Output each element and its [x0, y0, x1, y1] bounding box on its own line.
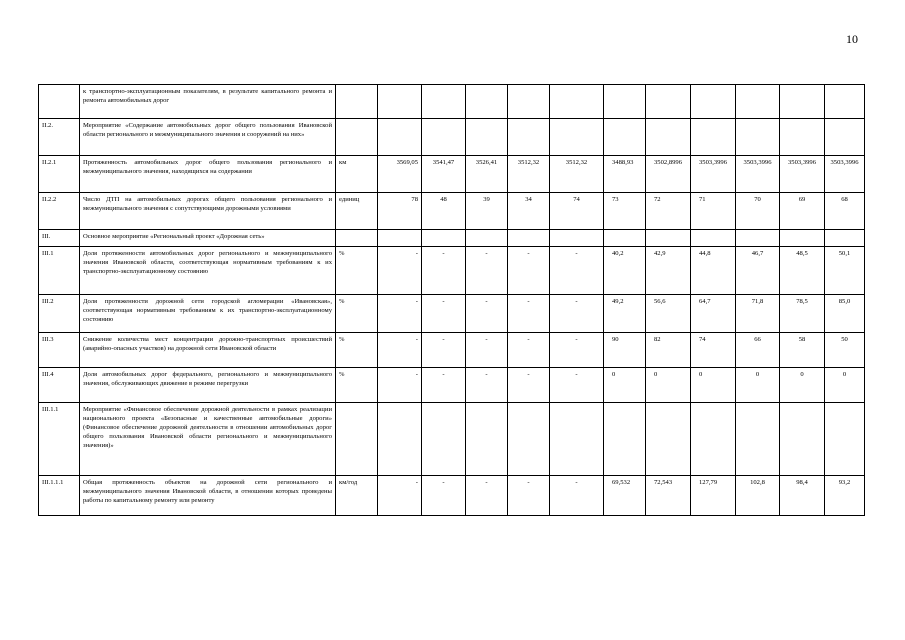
- value-cell: 72: [646, 193, 691, 230]
- value-cell: 0: [691, 368, 736, 403]
- value-cell: 44,8: [691, 247, 736, 295]
- value-cell: [825, 85, 865, 119]
- row-number: III.4: [39, 368, 80, 403]
- value-cell: 40,2: [604, 247, 646, 295]
- value-cell: [736, 85, 780, 119]
- row-description: Мероприятие «Содержание автомобильных дорог общего пользования Ивановской области регионального и межмуниципального значения и сооружений на них»: [80, 119, 336, 156]
- row-description: Общая протяженность объектов на дорожной сети регионального и межмуниципального значения Ивановской области, в отношении которых проведены работы по капитальному ремонту или ремонту: [80, 476, 336, 516]
- value-cell: 71,8: [736, 295, 780, 333]
- value-cell: 50,1: [825, 247, 865, 295]
- value-cell: [691, 85, 736, 119]
- value-cell: 93,2: [825, 476, 865, 516]
- table-row: [39, 333, 865, 368]
- value-cell: 66: [736, 333, 780, 368]
- value-cell: 56,6: [646, 295, 691, 333]
- value-cell: -: [378, 368, 422, 403]
- value-cell: -: [378, 333, 422, 368]
- value-cell: 70: [736, 193, 780, 230]
- value-cell: 3512,32: [550, 156, 604, 193]
- value-cell: -: [466, 476, 508, 516]
- value-cell: 0: [825, 368, 865, 403]
- value-cell: [780, 230, 825, 247]
- row-unit: км: [336, 156, 378, 193]
- row-unit: %: [336, 368, 378, 403]
- value-cell: [691, 403, 736, 476]
- value-cell: 0: [780, 368, 825, 403]
- value-cell: 39: [466, 193, 508, 230]
- value-cell: 3503,3996: [780, 156, 825, 193]
- value-cell: 78,5: [780, 295, 825, 333]
- value-cell: 71: [691, 193, 736, 230]
- row-unit: [336, 85, 378, 119]
- value-cell: -: [422, 368, 466, 403]
- value-cell: 0: [646, 368, 691, 403]
- value-cell: [508, 85, 550, 119]
- value-cell: 34: [508, 193, 550, 230]
- value-cell: [780, 119, 825, 156]
- value-cell: -: [466, 247, 508, 295]
- value-cell: [604, 85, 646, 119]
- row-number: III.1.1.1: [39, 476, 80, 516]
- value-cell: [508, 230, 550, 247]
- value-cell: [422, 85, 466, 119]
- value-cell: 48: [422, 193, 466, 230]
- indicators-table: [38, 84, 865, 516]
- value-cell: [736, 119, 780, 156]
- row-number: III.3: [39, 333, 80, 368]
- row-number: III.1: [39, 247, 80, 295]
- value-cell: 78: [378, 193, 422, 230]
- row-number: II.2.1: [39, 156, 80, 193]
- value-cell: -: [550, 333, 604, 368]
- row-unit: км/год: [336, 476, 378, 516]
- value-cell: [508, 119, 550, 156]
- value-cell: -: [466, 333, 508, 368]
- value-cell: [646, 230, 691, 247]
- value-cell: [422, 403, 466, 476]
- value-cell: [736, 403, 780, 476]
- value-cell: [825, 403, 865, 476]
- value-cell: 0: [736, 368, 780, 403]
- value-cell: [466, 119, 508, 156]
- value-cell: 82: [646, 333, 691, 368]
- value-cell: -: [550, 247, 604, 295]
- table-row: [39, 368, 865, 403]
- table-row: [39, 156, 865, 193]
- value-cell: -: [422, 476, 466, 516]
- value-cell: [604, 230, 646, 247]
- value-cell: [378, 230, 422, 247]
- value-cell: -: [508, 476, 550, 516]
- value-cell: 3526,41: [466, 156, 508, 193]
- row-number: II.2.2: [39, 193, 80, 230]
- value-cell: [550, 403, 604, 476]
- value-cell: -: [422, 247, 466, 295]
- value-cell: [422, 230, 466, 247]
- value-cell: -: [550, 368, 604, 403]
- value-cell: [550, 85, 604, 119]
- value-cell: -: [378, 476, 422, 516]
- table-row: [39, 193, 865, 230]
- value-cell: [691, 230, 736, 247]
- table-row: [39, 85, 865, 119]
- value-cell: [736, 230, 780, 247]
- row-description: Мероприятие «Финансовое обеспечение дорожной деятельности в рамках реализации национального проекта «Безопасные и качественные автомобильные дороги» (Финансовое обеспечение дорожной деятельности в отношении автомобильных дорог общего пользования Ивановской области регионального и межмуниципального значения)»: [80, 403, 336, 476]
- row-unit: [336, 403, 378, 476]
- row-description: Основное мероприятие «Региональный проект «Дорожная сеть»: [80, 230, 336, 247]
- value-cell: [780, 403, 825, 476]
- value-cell: [780, 85, 825, 119]
- row-description: Доля автомобильных дорог федерального, регионального и межмуниципального значения, обслуживающих движение в режиме перегрузки: [80, 368, 336, 403]
- table-row: [39, 247, 865, 295]
- row-description: Снижение количества мест концентрации дорожно-транспортных происшествий (аварийно-опасных участков) на дорожной сети Ивановской области: [80, 333, 336, 368]
- row-unit: [336, 230, 378, 247]
- value-cell: 58: [780, 333, 825, 368]
- value-cell: [604, 119, 646, 156]
- value-cell: -: [378, 247, 422, 295]
- value-cell: 3503,3996: [825, 156, 865, 193]
- value-cell: 64,7: [691, 295, 736, 333]
- value-cell: 98,4: [780, 476, 825, 516]
- value-cell: 90: [604, 333, 646, 368]
- value-cell: 3488,93: [604, 156, 646, 193]
- row-number: III.2: [39, 295, 80, 333]
- value-cell: 3502,8996: [646, 156, 691, 193]
- value-cell: 3512,32: [508, 156, 550, 193]
- value-cell: [422, 119, 466, 156]
- row-number: II.2.: [39, 119, 80, 156]
- value-cell: -: [550, 295, 604, 333]
- value-cell: 72,543: [646, 476, 691, 516]
- row-number: [39, 85, 80, 119]
- row-description: к транспортно-эксплуатационным показателям, в результате капитального ремонта и ремонта автомобильных дорог: [80, 85, 336, 119]
- value-cell: -: [508, 295, 550, 333]
- value-cell: [825, 119, 865, 156]
- value-cell: -: [508, 333, 550, 368]
- value-cell: -: [466, 368, 508, 403]
- value-cell: [646, 403, 691, 476]
- value-cell: -: [422, 333, 466, 368]
- value-cell: [550, 230, 604, 247]
- value-cell: -: [378, 295, 422, 333]
- row-unit: единиц: [336, 193, 378, 230]
- row-number: III.1.1: [39, 403, 80, 476]
- value-cell: -: [550, 476, 604, 516]
- value-cell: 50: [825, 333, 865, 368]
- row-description: Доля протяженности автомобильных дорог регионального и межмуниципального значения Ивановской области, соответствующая нормативным требованиям к их транспортно-эксплуатационному состоянию: [80, 247, 336, 295]
- value-cell: 69: [780, 193, 825, 230]
- row-description: Протяженность автомобильных дорог общего пользования регионального и межмуниципального значения, находящихся на содержании: [80, 156, 336, 193]
- value-cell: 0: [604, 368, 646, 403]
- value-cell: [466, 403, 508, 476]
- table-row: [39, 476, 865, 516]
- value-cell: 69,532: [604, 476, 646, 516]
- table-row: [39, 230, 865, 247]
- page-number: 10: [846, 32, 858, 46]
- table-row: [39, 295, 865, 333]
- value-cell: -: [422, 295, 466, 333]
- value-cell: 3503,3996: [736, 156, 780, 193]
- value-cell: [466, 85, 508, 119]
- row-unit: %: [336, 247, 378, 295]
- row-number: III.: [39, 230, 80, 247]
- value-cell: [550, 119, 604, 156]
- value-cell: 42,9: [646, 247, 691, 295]
- value-cell: [604, 403, 646, 476]
- value-cell: -: [466, 295, 508, 333]
- value-cell: [378, 85, 422, 119]
- value-cell: 3503,3996: [691, 156, 736, 193]
- value-cell: [378, 403, 422, 476]
- table-row: [39, 119, 865, 156]
- value-cell: 127,79: [691, 476, 736, 516]
- value-cell: -: [508, 368, 550, 403]
- value-cell: [825, 230, 865, 247]
- row-description: Число ДТП на автомобильных дорогах общего пользования регионального и межмуниципального значения с сопутствующими дорожными условиями: [80, 193, 336, 230]
- value-cell: 48,5: [780, 247, 825, 295]
- row-unit: [336, 119, 378, 156]
- value-cell: 3541,47: [422, 156, 466, 193]
- value-cell: 46,7: [736, 247, 780, 295]
- value-cell: 85,0: [825, 295, 865, 333]
- value-cell: 102,8: [736, 476, 780, 516]
- value-cell: 49,2: [604, 295, 646, 333]
- value-cell: [508, 403, 550, 476]
- table-row: [39, 403, 865, 476]
- value-cell: [646, 85, 691, 119]
- value-cell: -: [508, 247, 550, 295]
- value-cell: 68: [825, 193, 865, 230]
- value-cell: 3569,05: [378, 156, 422, 193]
- row-description: Доля протяженности дорожной сети городской агломерации «Ивановская», соответствующая нормативным требованиям к их транспортно-эксплуатационному состоянию: [80, 295, 336, 333]
- value-cell: 74: [691, 333, 736, 368]
- value-cell: [378, 119, 422, 156]
- row-unit: %: [336, 295, 378, 333]
- value-cell: [691, 119, 736, 156]
- value-cell: 73: [604, 193, 646, 230]
- value-cell: [646, 119, 691, 156]
- value-cell: [466, 230, 508, 247]
- value-cell: 74: [550, 193, 604, 230]
- row-unit: %: [336, 333, 378, 368]
